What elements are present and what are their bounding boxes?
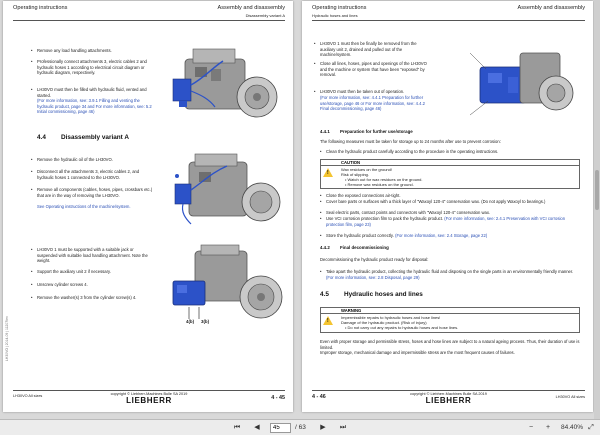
- warning-triangle-icon: !: [323, 316, 333, 325]
- cross-reference-link[interactable]: (For more information, see: 2.4.1 Preservation with VCI corrosion protection film, page 23): [326, 216, 566, 227]
- header-left-text: Operating instructions: [13, 5, 68, 11]
- fit-page-icon[interactable]: ⤢: [588, 424, 594, 431]
- paragraph-text: Even with proper storage and permissible stress, hoses and hose lines are subject to a natural ageing process. Thus, their duration of use is limited.: [320, 339, 580, 350]
- bullet-text: • Unscrew cylinder screws 4.: [37, 282, 155, 288]
- zoom-out-icon[interactable]: −: [528, 424, 534, 431]
- engine-illustration-bottom: [165, 241, 287, 335]
- footer-copyright: copyright © Liebherr-Machines Bulle SA 2019: [410, 392, 487, 396]
- bullet-text: • Store the hydraulic product correctly. (For more information, see: 2.4 Storage, page 22): [326, 233, 581, 239]
- bullet-text: • Close the exposed connections air-tight.: [326, 193, 581, 199]
- warning-box: [320, 307, 580, 333]
- page-footer: [13, 390, 285, 404]
- cross-reference-link[interactable]: See Operating instructions of the machine/system.: [37, 204, 131, 209]
- zoom-level[interactable]: 84.40%: [561, 424, 584, 431]
- bullet-text: • Remove the washer(s) 3 from the cylinder screw(s) 4.: [37, 295, 155, 301]
- bullet-text: • Cover bare parts or surfaces with a thick layer of "Waxoyl 120-4" conservation wax. (Do not apply Waxoyl to bearings.): [326, 199, 581, 205]
- engine-illustration-middle: [165, 146, 285, 236]
- cross-reference-link[interactable]: (For more information, see: 2.4 Storage, page 22): [395, 233, 488, 238]
- footer-left-text: LH30VO All sizes: [13, 394, 43, 398]
- callout-label: 3(b): [201, 319, 210, 324]
- paragraph-text: Improper storage, mechanical damage and impermissible stress are the most frequent causes of failures.: [320, 350, 515, 355]
- cross-reference-link[interactable]: (For more information, see: 2.8 Disposal, page 29): [326, 274, 420, 280]
- bullet-text: • LH30VO 1 must be supported with a suitable jack or suspended with suitable load handling attachment. Note the weight.: [37, 247, 155, 264]
- cross-reference-link[interactable]: (For more information, see: 4.4.1 Preparation for further use/storage, page 46 or For more information, see: 4.4.2 Final decommissioning, page 46): [320, 95, 425, 112]
- paragraph-text: The following measures must be taken for storage up to 24 months after use to prevent corrosion:: [320, 139, 501, 144]
- previous-page-icon[interactable]: ◀: [254, 424, 260, 431]
- bullet-text: • Professionally connect attachments 3, electric cables 2 and hydraulic hoses 1 according to electrical circuit diagram or hydraulic diagram, respectively.: [37, 59, 155, 76]
- page-number-input[interactable]: [270, 423, 291, 433]
- header-left-text: Operating instructions: [312, 5, 367, 11]
- hydraulic-unit-illustration: [460, 33, 582, 127]
- header-sub-text: Disassembly variant A: [245, 13, 285, 18]
- last-page-icon[interactable]: ⏭: [339, 424, 347, 431]
- document-page-right: [302, 1, 593, 412]
- caution-title: CAUTION: [341, 160, 361, 165]
- next-page-icon[interactable]: ▶: [320, 424, 326, 431]
- first-page-icon[interactable]: ⏮: [233, 424, 241, 431]
- footer-right-text: LH30VO All sizes: [555, 395, 585, 399]
- page-number: 4 - 46: [312, 394, 326, 400]
- footer-copyright: copyright © Liebherr-Machines Bulle SA 2019: [110, 392, 188, 396]
- page-header: [312, 5, 585, 21]
- engine-illustration-top: [165, 39, 285, 131]
- paragraph-text: Decommissioning the hydraulic product ready for disposal:: [320, 257, 429, 262]
- bullet-text: • Disconnect all the attachments 3, electric cables 2, and hydraulic hoses 1 connected to the LH30VO.: [37, 169, 155, 180]
- header-sub-text: Hydraulic hoses and lines: [312, 13, 358, 18]
- bullet-text: • LH30VO must then be filled with hydraulic fluid, vented and started.: [37, 87, 155, 98]
- bullet-text: • Clean the hydraulic product carefully according to the procedure in the operating instructions.: [326, 149, 581, 155]
- scrollbar-thumb[interactable]: [595, 170, 599, 210]
- subsection-heading: 4.4.2 Final decommissioning: [320, 245, 389, 250]
- liebherr-logo: LIEBHERR: [126, 396, 172, 405]
- caution-text: Wax residues on the ground! Risk of slipping. • Watch out for wax residues on the ground. • Remove wax residues on the ground.: [341, 167, 423, 187]
- header-right-text: Assembly and disassembly: [517, 5, 585, 11]
- document-page-left: [3, 1, 293, 412]
- warning-title: WARNING: [341, 308, 362, 313]
- callout-label: 4(b): [186, 319, 195, 324]
- bullet-text: • Remove the hydraulic oil of the LH30VO.: [37, 157, 155, 163]
- page-footer: [312, 390, 585, 404]
- zoom-in-icon[interactable]: +: [545, 424, 551, 431]
- header-right-text: Assembly and disassembly: [217, 5, 285, 11]
- warning-text: Impermissible repairs to hydraulic hoses and hose lines! Damage of the hydraulic product. (Risk of injury) • Do not carry out any repairs to hydraulic hoses and hose lines.: [341, 315, 459, 330]
- page-total-text: / 63: [295, 424, 306, 431]
- page-header: [13, 5, 285, 21]
- bullet-text: • Seal electric parts, contact points and connectors with "Waxoyl 120-4" conservation wax.: [326, 210, 581, 216]
- bullet-text: • Support the auxiliary unit 2 if necessary.: [37, 269, 155, 275]
- cross-reference-link[interactable]: (For more information, see: 3.9.1 Filling and venting the hydraulic product, page 34 and For more information, see: 5.2 Initial commissioning, page 46): [37, 98, 152, 115]
- bullet-text: • Take apart the hydraulic product, collecting the hydraulic fluid and disposing on the single parts in an environmentally friendly manner. (For more information, see: 2.8 Disposal, page 29): [326, 269, 581, 280]
- section-heading: 4.4 Disassembly variant A: [37, 134, 129, 141]
- section-heading: 4.5 Hydraulic hoses and lines: [320, 291, 423, 298]
- liebherr-logo: LIEBHERR: [425, 396, 472, 405]
- page-number: 4 - 45: [271, 395, 285, 401]
- bullet-text: • LH30VO must then be taken out of operation.: [320, 89, 428, 95]
- bullet-text: • Close all lines, hoses, pipes and openings of the LH30VO and the machine or system that have been "exposed" by removal.: [320, 61, 428, 78]
- bullet-text: • Remove any load handling attachments.: [37, 48, 155, 54]
- subsection-heading: 4.4.1 Preparation for further use/storage: [320, 129, 413, 134]
- vertical-scrollbar[interactable]: [594, 0, 600, 419]
- bullet-text: • Use VCI corrosion protection film to pack the hydraulic product. (For more information, see: 2.4.1 Preservation with VCI corrosion protection film, page 23): [326, 216, 581, 227]
- pdf-toolbar: [0, 419, 600, 435]
- bullet-text: • LH30VO 1 must then be finally be removed from the auxiliary unit 2, drained and pulled out of the machine/system.: [320, 41, 428, 58]
- caution-box: [320, 159, 580, 189]
- side-text: LH30VO | 2014-09 | 11207/en: [5, 316, 9, 361]
- bullet-text: • Remove all components (cables, hoses, pipes, crossbars etc.) that are in the way of removing the LH30VO.: [37, 187, 155, 198]
- warning-triangle-icon: !: [323, 168, 333, 177]
